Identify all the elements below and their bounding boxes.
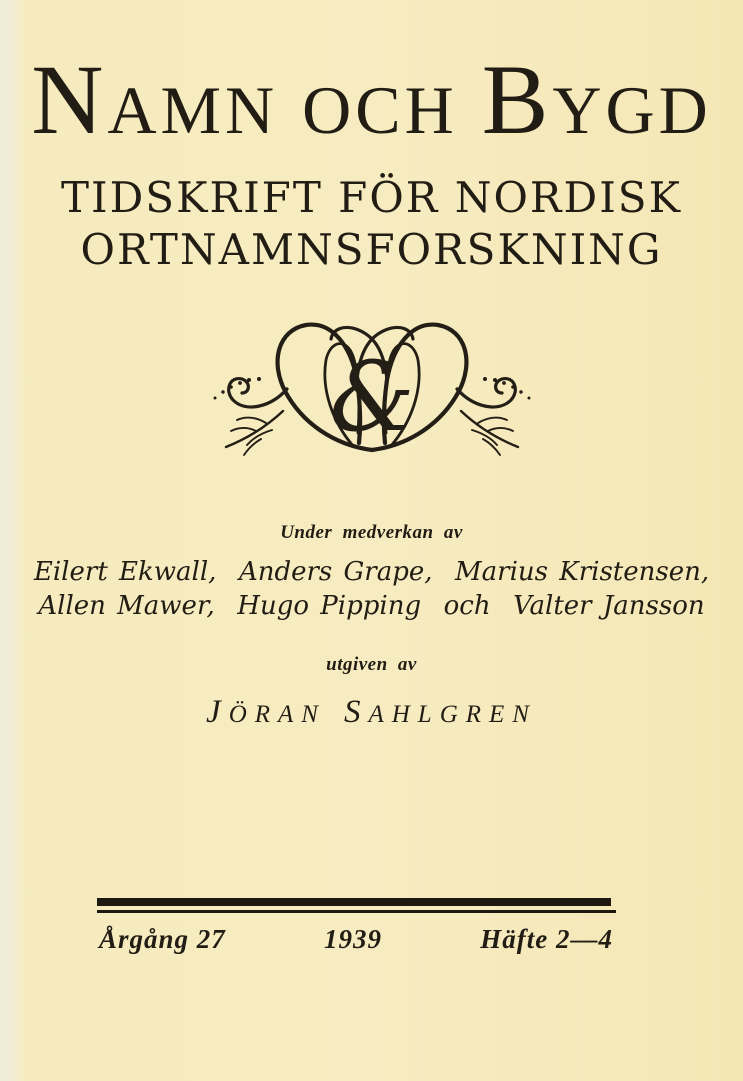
horizontal-rule-thick: [97, 898, 611, 906]
horizontal-rule-thin: [97, 910, 616, 913]
contributors-line-1: Eilert Ekwall, Anders Grape, Marius Kristensen,: [33, 557, 710, 587]
title-initial-n: N: [31, 44, 108, 155]
title-initial-b: B: [481, 44, 553, 155]
contributors-heading: Under medverkan av: [280, 522, 463, 543]
volume-label: Årgång 27: [99, 924, 226, 954]
contributors-line-2: Allen Mawer, Hugo Pipping och Valter Jansson: [38, 591, 705, 621]
publisher-name: [0, 692, 743, 738]
title-word1-rest: AMN: [107, 72, 279, 148]
year-label: 1939: [324, 924, 383, 954]
publisher-first-rest: ÖRAN: [228, 701, 326, 728]
monogram-ornament: [204, 300, 540, 468]
subtitle-line-2: ORTNAMNSFORSKNING: [80, 225, 663, 274]
title-word3-rest: YGD: [552, 72, 712, 148]
publisher-heading: utgiven av: [326, 654, 417, 675]
ornament-ampersand: &: [328, 341, 415, 453]
publisher-last-rest: AHLGREN: [368, 701, 537, 728]
imprint-row: [99, 924, 613, 955]
journal-title: [0, 44, 743, 179]
subtitle-line-1: TIDSKRIFT FÖR NORDISK: [61, 173, 682, 222]
title-word2: OCH: [302, 72, 458, 148]
publisher-last-initial: S: [343, 694, 369, 730]
issue-label: Häfte 2—4: [480, 924, 613, 954]
publisher-first-initial: J: [206, 694, 229, 730]
